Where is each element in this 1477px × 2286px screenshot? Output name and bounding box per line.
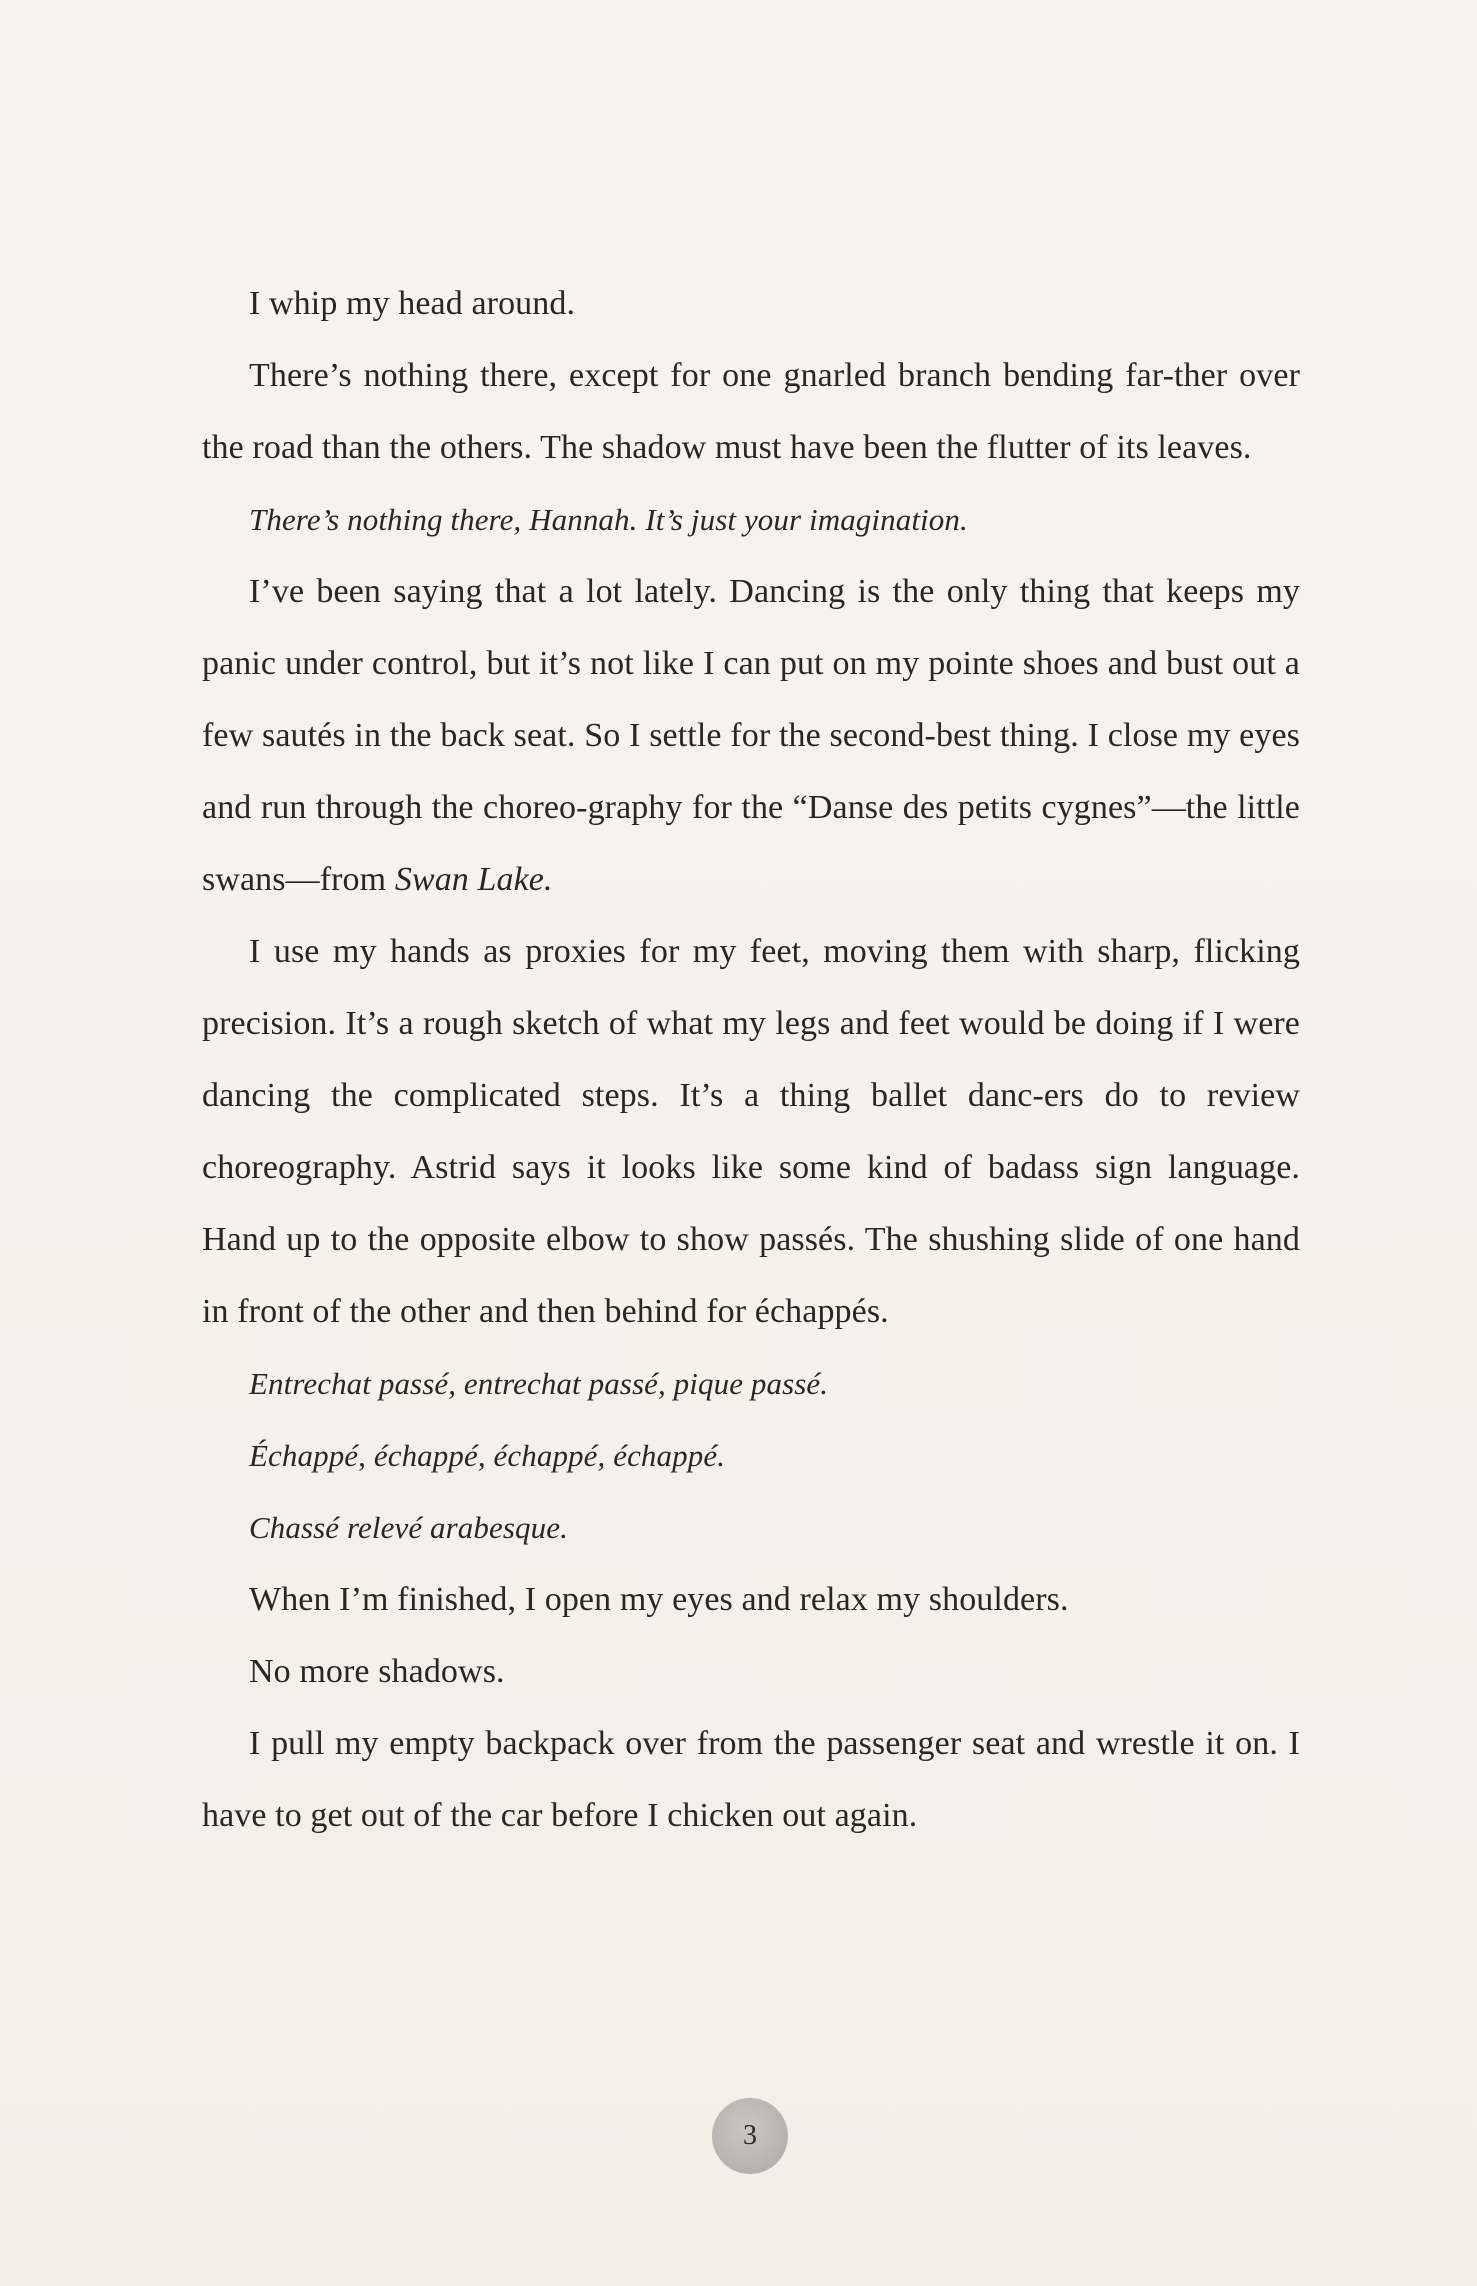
paragraph-8-italic: Chassé relevé arabesque. <box>249 1510 568 1545</box>
paragraph-5: I use my hands as proxies for my feet, moving them with sharp, flicking precision. It’s a rough sketch of what my legs and feet would be doing if I were dancing the complicated steps. It’s a thing ballet danc-ers do to review choreography. Astrid says it looks like some kind of badass sign language. Hand up to the opposite elbow to show passés. The shushing slide of one hand in front of the other and then behind for échappés. <box>202 933 1300 1330</box>
paragraph-2: There’s nothing there, except for one gnarled branch bending far-ther over the road than the others. The shadow must have been the flutter of its leaves. <box>202 357 1300 466</box>
paragraph-1: I whip my head around. <box>249 285 576 322</box>
paragraph-4 <box>202 556 1300 916</box>
paragraph-10: No more shadows. <box>249 1653 505 1690</box>
paragraph-4-text: I’ve been saying that a lot lately. Dancing is the only thing that keeps my panic under control, but it’s not like I can put on my pointe shoes and bust out a few sautés in the back seat. So I settle for the second-best thing. I close my eyes and run through the choreo-graphy for the “Danse des petits cygnes”—the little swans—from <box>202 573 1300 898</box>
body-text <box>202 268 1300 1852</box>
swan-lake-title: Swan Lake. <box>394 861 553 898</box>
paragraph-7-italic: Échappé, échappé, échappé, échappé. <box>249 1438 726 1473</box>
paragraph-9: When I’m finished, I open my eyes and relax my shoulders. <box>249 1581 1069 1618</box>
page-number-badge: 3 <box>712 2098 788 2174</box>
paragraph-3-italic: There’s nothing there, Hannah. It’s just your imagination. <box>249 502 968 537</box>
paragraph-6-italic: Entrechat passé, entrechat passé, pique passé. <box>249 1366 829 1401</box>
paragraph-11: I pull my empty backpack over from the passenger seat and wrestle it on. I have to get out of the car before I chicken out again. <box>202 1725 1300 1834</box>
